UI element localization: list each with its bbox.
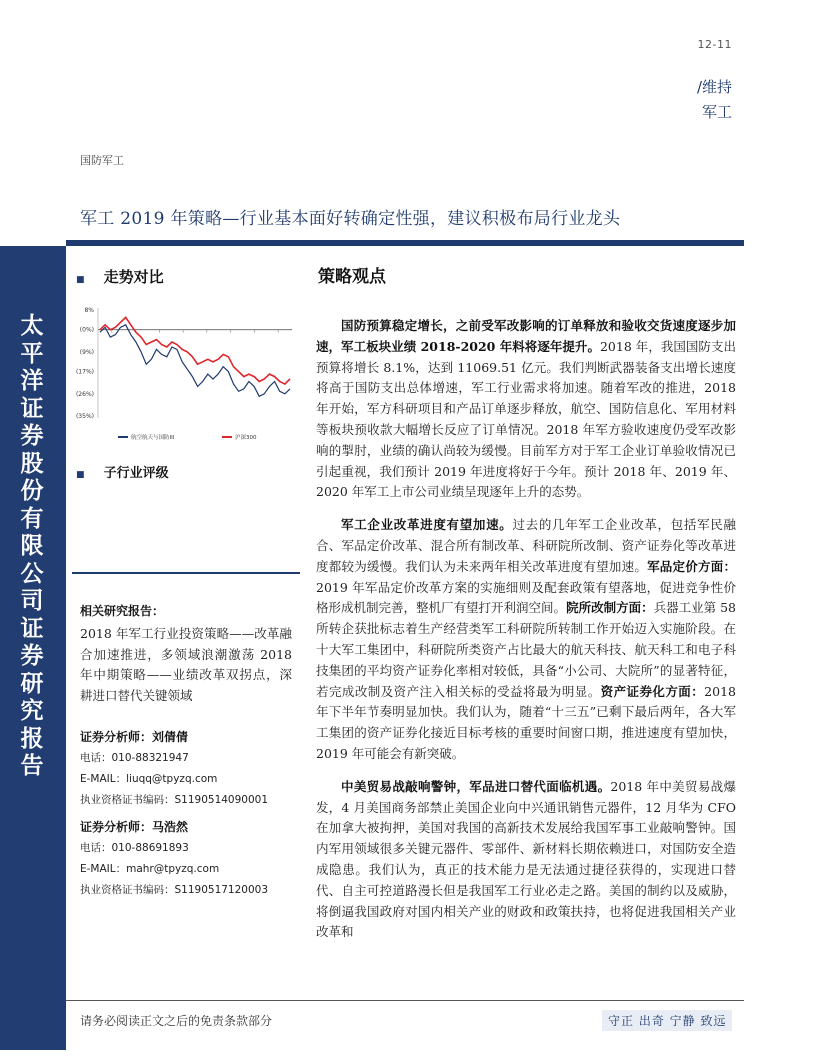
- paragraph-budget-text: 2018 年，我国国防支出预算将增长 8.1%，达到 11069.51 亿元。我们判断武器装备支出增长速度将高于国防支出总体增速，军工行业需求将加速。随着军改的推进，2018 年开始，军方科研项目和产品订单逐步释放，航空、国防信息化、军用材料等板块预收款大幅增长反应了订单情况。2018 年军方验收速度仍受军改影响的掣肘，业绩的确认尚较为缓慢。目前军方对于军工企业订单验收情况已引起重视，我们预计 2019 年进度将好于今年。预计 2018 年、2019 年、2020 年军工上市公司业绩呈现逐年上升的态势。: [316, 338, 736, 500]
- series-line-hs300: [100, 317, 290, 384]
- related-reports-text: 2018 年军工行业投资策略——改革融合加速推进，多领域浪潮激荡 2018 年中期策略——业绩改革双拐点，深耕进口替代关键领域: [80, 626, 292, 703]
- analyst2-phone: 电话：010-88691893: [80, 842, 189, 854]
- category-label: 国防军工: [80, 154, 124, 167]
- legend-swatch-aerospace: [118, 436, 128, 438]
- trend-heading: 走势对比: [103, 268, 164, 286]
- institute-text: 兵器工业第 58 所转企获批标志着生产经营类军工科研院所转制工作开始迈入实施阶段。在十大军工集团中，科研院所类资产占比最大的航天科技、航天科工和电子科技集团的平均资产证券化率相对较低，具备“小公司、大院所”的显著特征，若完成改制及资产注入相关标的受益将最为明显。: [316, 600, 736, 699]
- pricing-text: 2019 年军品定价改革方案的实施细则及配套政策有望落地，促进竞争性价格形成机制完善，整机厂有望打开利润空间。: [316, 579, 736, 616]
- securitization-text: 2018 年下半年节奏明显加快。我们认为，随着“十三五”已剩下最后两年，各大军工集团的资产证券化接近目标考核的重要时间窗口期，推进速度有望加快，2019 年可能会有新突破。: [316, 683, 736, 761]
- analyst2-name: 证券分析师：马浩然: [80, 820, 189, 834]
- sector-label: 军工: [701, 103, 732, 121]
- company-motto: 守正 出奇 宁静 致远: [602, 1010, 732, 1031]
- paragraph-tradewar-text: 2018 年中美贸易战爆发，4 月美国商务部禁止美国企业向中兴通讯销售元器件，12 月华为 CFO 在加拿大被拘押，美国对我国的高新技术发展给我国军事工业敲响警钟。国内军用领域很多关键元器件、零部件、新材料长期依赖进口，对国防安全造成隐患。我们认为，真正的技术能力是无法通过捷径获得的，实现进口替代、自主可控道路漫长但是我国军工行业必走之路。美国的制约以及威胁，将倒逼我国政府对国内相关产业的财政和政策扶持，也将促进我国相关产业改革和: [316, 778, 736, 940]
- strategy-heading: 策略观点: [318, 267, 386, 287]
- paragraph-tradewar-lead: 中美贸易战敲响警钟，军品进口替代面临机遇。: [341, 778, 611, 794]
- paragraph-reform-text: 过去的几年军工企业改革，包括军民融合、军品定价改革、混合所有制改革、科研院所改制、资产证券化等改革进度都较为缓慢。我们认为未来两年相关改革进度有望加速。: [316, 517, 736, 574]
- pricing-lead: 军品定价方面：: [647, 558, 736, 574]
- analyst1-name: 证券分析师：刘倩倩: [80, 730, 189, 744]
- related-reports-heading: 相关研究报告：: [80, 604, 165, 618]
- paragraph-reform-lead: 军工企业改革进度有望加速。: [341, 517, 513, 533]
- analyst1-phone: 电话：010-88321947: [80, 752, 189, 764]
- paragraph-budget: [316, 316, 736, 503]
- legend-swatch-hs300: [222, 436, 232, 438]
- legend-label-aerospace: 航空航天与国防III: [131, 435, 175, 441]
- y-tick-label: (26%): [75, 390, 94, 398]
- disclaimer-note: 请务必阅读正文之后的免责条款部分: [80, 1014, 273, 1028]
- rating-label: /维持: [696, 78, 732, 96]
- analyst1-email: E-MAIL：liuqq@tpyzq.com: [80, 773, 218, 785]
- trend-chart: [72, 298, 300, 448]
- analyst2-email: E-MAIL：mahr@tpyzq.com: [80, 863, 220, 875]
- analyst1-cert: 执业资格证书编码：S1190514090001: [80, 794, 269, 806]
- paragraph-tradewar: [316, 777, 736, 943]
- firm-name-vertical: 太平洋证券股份有限公司证券研究报告: [20, 312, 44, 779]
- analyst2-cert: 执业资格证书编码：S1190517120003: [80, 884, 269, 896]
- trend-chart-svg: [72, 298, 300, 448]
- paragraph-reform: [316, 515, 736, 765]
- strategy-body: [316, 316, 736, 943]
- y-tick-label: (0%): [79, 326, 94, 334]
- securitization-lead: 资产证券化方面：: [600, 683, 705, 699]
- report-date: 12-11: [697, 38, 732, 51]
- left-divider: [72, 572, 300, 574]
- report-title: 军工 2019 年策略—行业基本面好转确定性强，建议积极布局行业龙头: [80, 209, 621, 229]
- square-bullet-icon: ■: [76, 470, 85, 480]
- legend-label-hs300: 沪深300: [235, 435, 257, 441]
- y-tick-label: 8%: [84, 307, 94, 314]
- subindustry-heading: 子行业评级: [103, 466, 169, 481]
- title-rule: [66, 240, 744, 246]
- y-tick-label: (9%): [79, 348, 94, 356]
- subindustry-section-header: [76, 462, 169, 481]
- square-bullet-icon: ■: [76, 275, 85, 285]
- paragraph-budget-lead: 国防预算稳定增长，之前受军改影响的订单释放和验收交货速度逐步加速，军工板块业绩 2018-2020 年料将逐年提升。: [316, 318, 736, 354]
- institute-lead: 院所改制方面：: [566, 600, 654, 616]
- trend-section-header: [76, 266, 164, 287]
- footer-rule: [66, 1000, 744, 1001]
- y-tick-label: (17%): [75, 368, 94, 376]
- y-tick-label: (35%): [75, 413, 94, 420]
